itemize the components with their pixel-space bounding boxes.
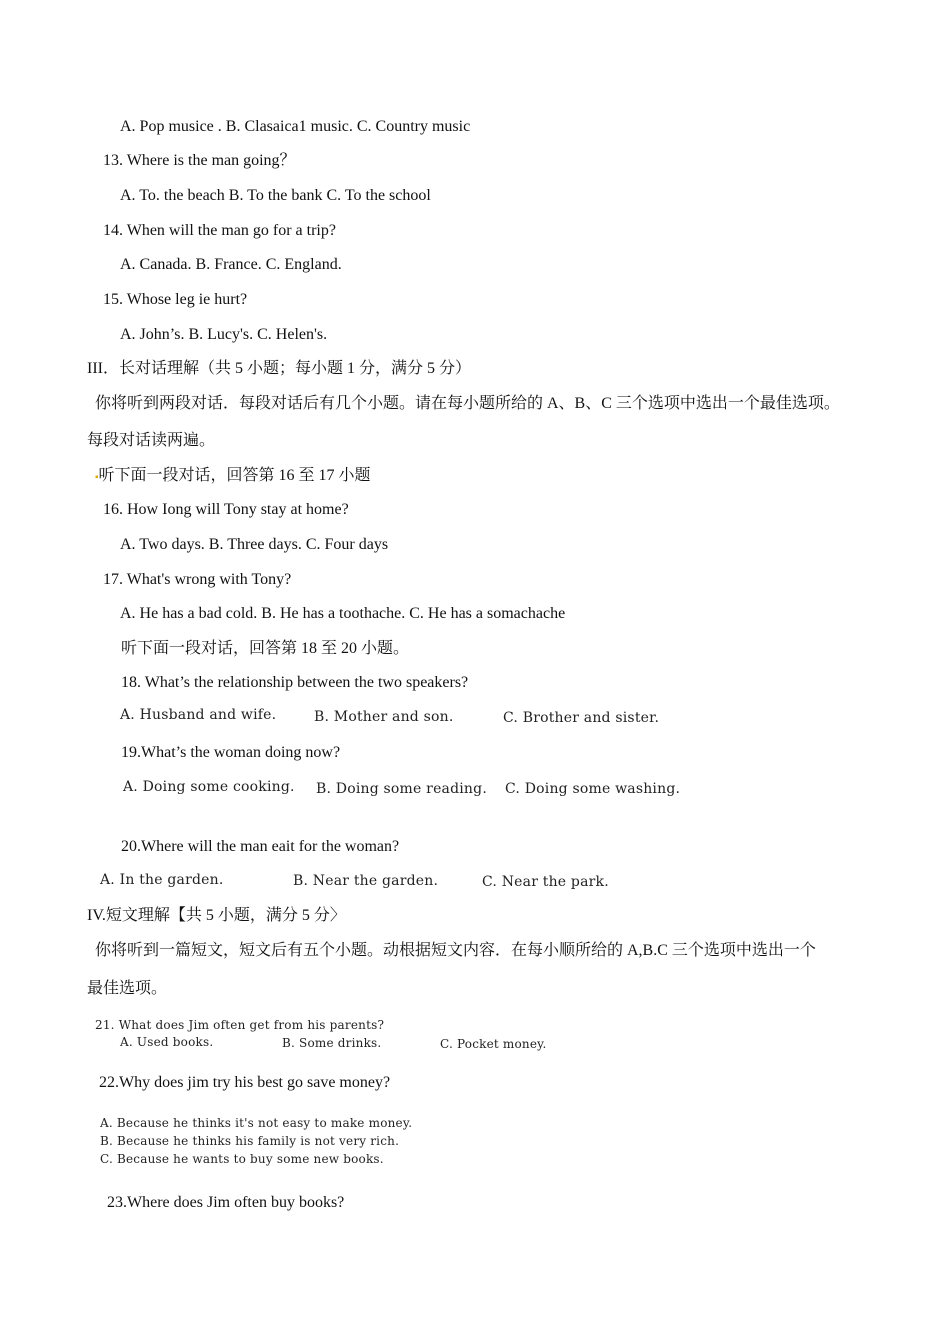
q20-option-a: A. In the garden. bbox=[100, 872, 224, 888]
margin-mark-icon: ▪ bbox=[95, 472, 99, 483]
section4-instructions: 你将听到一篇短文，短文后有五个小题。动根据短文内容．在每小顺所给的 A,B.C 三个选项中选出一个 bbox=[95, 942, 816, 959]
q17-options: A. He has a bad cold. B. He has a toothache. C. He has a somachache bbox=[120, 605, 566, 622]
section3-title: III．长对话理解（共 5 小题；每小题 1 分，满分 5 分） bbox=[87, 360, 471, 377]
q20-option-b: B. Near the garden. bbox=[293, 873, 439, 889]
q15-question: 15. Whose leg ie hurt? bbox=[103, 291, 248, 308]
q22-option-a: A. Because he thinks it's not easy to make money. bbox=[100, 1116, 413, 1130]
q14-options: A. Canada. B. France. C. England. bbox=[120, 256, 342, 273]
q19-option-c: C. Doing some washing. bbox=[505, 781, 681, 797]
dialog1-intro-row bbox=[95, 466, 371, 488]
q13-question: 13. Where is the man going？ bbox=[103, 152, 296, 169]
q19-option-b: B. Doing some reading. bbox=[316, 781, 487, 797]
section4-instructions-cont: 最佳选项。 bbox=[87, 980, 168, 997]
section4-title: IV.短文理解【共 5 小题，满分 5 分〉 bbox=[87, 907, 346, 924]
dialog2-intro: 听下面一段对话，回答第 18 至 20 小题。 bbox=[121, 640, 410, 657]
section3-instructions-cont: 每段对话读两遍。 bbox=[87, 432, 216, 449]
q18-question: 18. What’s the relationship between the two speakers? bbox=[121, 674, 469, 691]
dialog1-intro: 听下面一段对话，回答第 16 至 17 小题 bbox=[98, 467, 371, 484]
q22-question: 22.Why does jim try his best go save money? bbox=[99, 1074, 391, 1091]
q21-option-c: C. Pocket money. bbox=[440, 1037, 547, 1051]
q23-question: 23.Where does Jim often buy books? bbox=[107, 1194, 345, 1211]
q20-question: 20.Where will the man eait for the woman? bbox=[121, 838, 400, 855]
q20-option-c: C. Near the park. bbox=[482, 874, 609, 890]
q15-options: A. John’s. B. Lucy's. C. Helen's. bbox=[120, 326, 328, 343]
q16-options: A. Two days. B. Three days. C. Four days bbox=[120, 536, 389, 553]
q21-question: 21. What does Jim often get from his parents? bbox=[95, 1018, 385, 1032]
q13-options: A. To. the beach B. To the bank C. To the school bbox=[120, 187, 431, 204]
q18-option-a: A. Husband and wife. bbox=[120, 707, 277, 723]
q21-option-a: A. Used books. bbox=[120, 1035, 214, 1049]
q18-option-b: B. Mother and son. bbox=[314, 709, 454, 725]
q12-options: A. Pop musice . B. Clasaica1 music. C. Country music bbox=[120, 118, 471, 135]
q21-option-b: B. Some drinks. bbox=[282, 1036, 382, 1050]
q14-question: 14. When will the man go for a trip? bbox=[103, 222, 336, 239]
q17-question: 17. What's wrong with Tony? bbox=[103, 571, 292, 588]
q16-question: 16. How Iong will Tony stay at home? bbox=[103, 501, 349, 518]
q19-question: 19.What’s the woman doing now? bbox=[121, 744, 341, 761]
q19-option-a: A. Doing some cooking. bbox=[123, 779, 295, 795]
q22-option-b: B. Because he thinks his family is not very rich. bbox=[100, 1134, 400, 1148]
q22-option-c: C. Because he wants to buy some new books. bbox=[100, 1152, 384, 1166]
q18-option-c: C. Brother and sister. bbox=[503, 710, 660, 726]
section3-instructions: 你将听到两段对话．每段对话后有几个小题。请在每小题所给的 A、B、C 三个选项中选出一个最佳选项。 bbox=[95, 395, 840, 412]
